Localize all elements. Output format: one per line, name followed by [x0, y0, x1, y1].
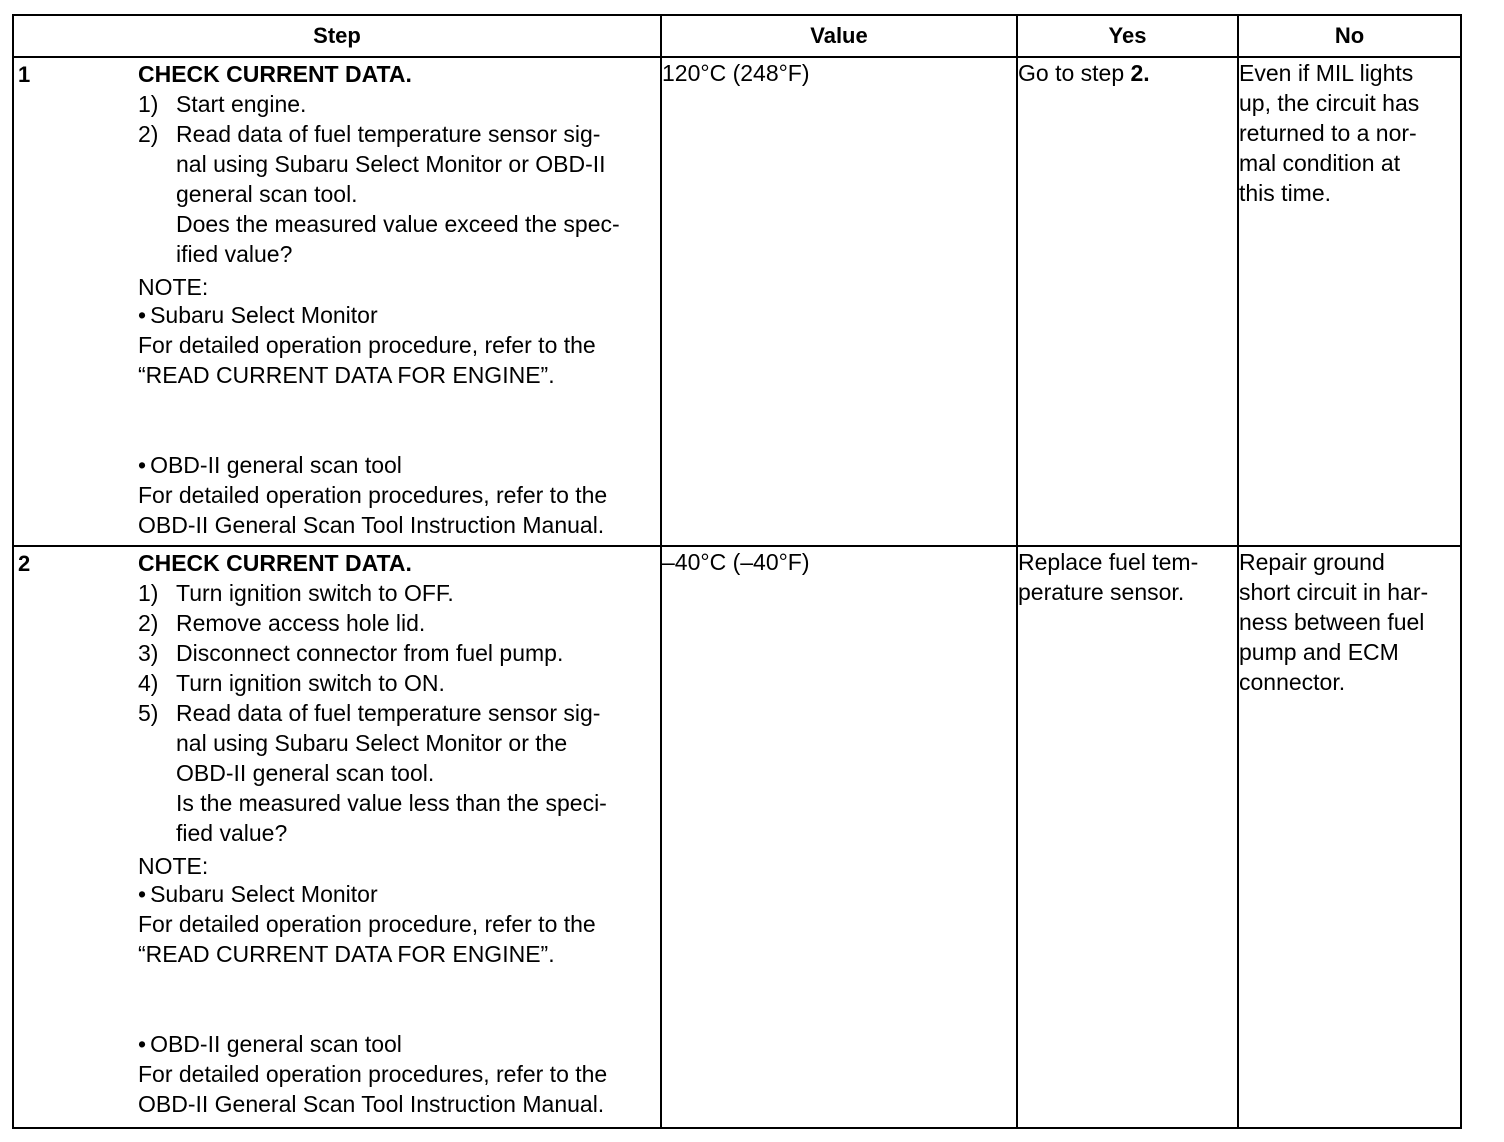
note-text: OBD-II General Scan Tool Instruction Manual.: [138, 512, 605, 538]
no-line: this time.: [1239, 180, 1332, 206]
yes-step-ref: 2.: [1130, 60, 1150, 86]
substep-number: 5): [138, 700, 159, 726]
header-value: Value: [661, 15, 1017, 57]
yes-text: Go to step: [1018, 60, 1131, 86]
no-line: returned to a nor-: [1239, 120, 1417, 146]
substep-text: Turn ignition switch to ON.: [176, 670, 445, 696]
no-line: short circuit in har-: [1239, 579, 1429, 605]
bullet-dot-icon: •: [138, 302, 147, 328]
bullet-dot-icon: •: [138, 452, 147, 478]
bullet-dot-icon: •: [138, 881, 147, 907]
substep-number: 2): [138, 610, 159, 636]
note-text: “READ CURRENT DATA FOR ENGINE”.: [138, 362, 555, 388]
step-title: CHECK CURRENT DATA.: [138, 61, 412, 87]
no-line: up, the circuit has: [1239, 90, 1420, 116]
question-line: Is the measured value less than the speci-: [176, 790, 607, 816]
diagnostic-table: [12, 14, 1462, 1129]
substep-line: nal using Subaru Select Monitor or OBD-II: [176, 151, 606, 177]
substep-number: 1): [138, 91, 159, 117]
note-text: OBD-II General Scan Tool Instruction Manual.: [138, 1091, 605, 1117]
table-row: [13, 546, 1461, 1128]
substep-text: Remove access hole lid.: [176, 610, 426, 636]
yes-line: Replace fuel tem-: [1018, 549, 1199, 575]
substep-item: [138, 668, 654, 698]
note-text: For detailed operation procedures, refer to the: [138, 1061, 608, 1087]
note-text: For detailed operation procedures, refer to the: [138, 482, 608, 508]
header-step: Step: [13, 15, 661, 57]
substep-list: [138, 578, 654, 848]
note-bullet-title: Subaru Select Monitor: [150, 302, 378, 328]
question-line: fied value?: [176, 820, 288, 846]
yes-line: perature sensor.: [1018, 579, 1185, 605]
header-no: No: [1238, 15, 1461, 57]
step-number: 1: [18, 62, 31, 87]
step-body: [138, 58, 660, 540]
step-cell: [13, 546, 661, 1128]
note-bullet: [138, 879, 654, 909]
note-text: “READ CURRENT DATA FOR ENGINE”.: [138, 941, 555, 967]
table-row: [13, 57, 1461, 546]
step-number: 2: [18, 551, 31, 576]
substep-line: nal using Subaru Select Monitor or the: [176, 730, 568, 756]
substep-item: [138, 638, 654, 668]
note-bullet-title: Subaru Select Monitor: [150, 881, 378, 907]
header-yes: Yes: [1017, 15, 1238, 57]
note-label: NOTE:: [138, 274, 209, 300]
note-bullet: [138, 450, 654, 480]
no-line: pump and ECM: [1239, 639, 1399, 665]
note-bullet: [138, 1029, 654, 1059]
substep-list: [138, 89, 654, 269]
substep-number: 2): [138, 121, 159, 147]
note-text: For detailed operation procedure, refer to the: [138, 911, 596, 937]
substep-text: Turn ignition switch to OFF.: [176, 580, 454, 606]
substep-item: [138, 608, 654, 638]
no-line: Repair ground: [1239, 549, 1385, 575]
substep-number: 1): [138, 580, 159, 606]
substep-line: Read data of fuel temperature sensor sig-: [176, 121, 601, 147]
step-cell: [13, 57, 661, 546]
substep-item: [138, 698, 654, 848]
note-bullet: [138, 300, 654, 330]
value-cell: –40°C (–40°F): [661, 546, 1017, 1128]
no-cell: [1238, 57, 1461, 546]
note-label: NOTE:: [138, 853, 209, 879]
note-bullet-title: OBD-II general scan tool: [150, 452, 402, 478]
substep-number: 4): [138, 670, 159, 696]
step-title: CHECK CURRENT DATA.: [138, 550, 412, 576]
substep-number: 3): [138, 640, 159, 666]
question-line: ified value?: [176, 241, 293, 267]
substep-item: [138, 119, 654, 269]
no-line: ness between fuel: [1239, 609, 1425, 635]
no-line: mal condition at: [1239, 150, 1401, 176]
no-line: connector.: [1239, 669, 1346, 695]
substep-text: Disconnect connector from fuel pump.: [176, 640, 564, 666]
note-bullet-title: OBD-II general scan tool: [150, 1031, 402, 1057]
yes-cell: [1017, 546, 1238, 1128]
no-cell: [1238, 546, 1461, 1128]
header-row: [13, 15, 1461, 57]
substep-line: Read data of fuel temperature sensor sig-: [176, 700, 601, 726]
no-line: Even if MIL lights: [1239, 60, 1414, 86]
step-body: [138, 547, 660, 1119]
substep-item: [138, 578, 654, 608]
question-line: Does the measured value exceed the spec-: [176, 211, 620, 237]
substep-item: [138, 89, 654, 119]
bullet-dot-icon: •: [138, 1031, 147, 1057]
note-text: For detailed operation procedure, refer to the: [138, 332, 596, 358]
value-cell: 120°C (248°F): [661, 57, 1017, 546]
substep-text: Start engine.: [176, 91, 307, 117]
substep-line: general scan tool.: [176, 181, 358, 207]
substep-line: OBD-II general scan tool.: [176, 760, 435, 786]
yes-cell: [1017, 57, 1238, 546]
